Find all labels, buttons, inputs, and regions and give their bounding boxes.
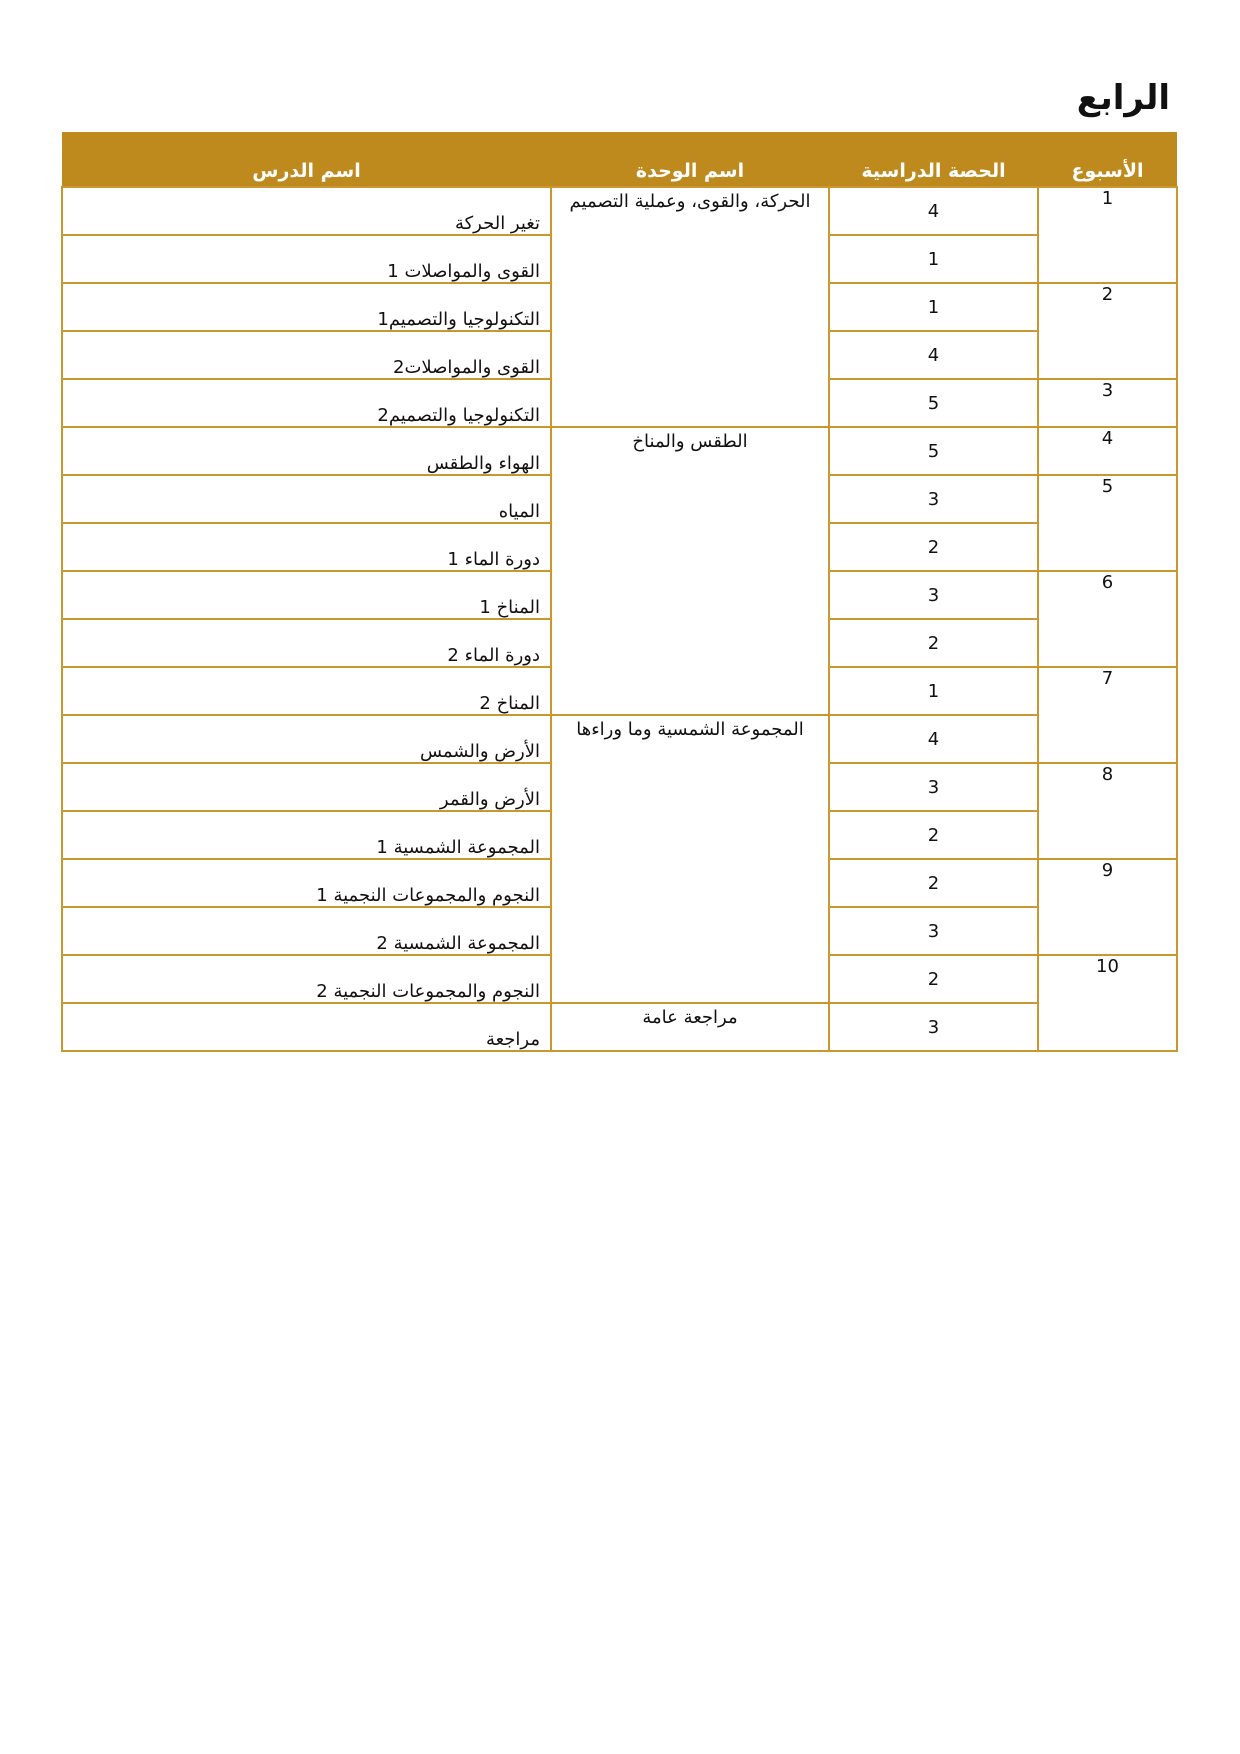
sessions-cell: 5	[829, 427, 1038, 475]
week-cell: 3	[1038, 379, 1177, 427]
week-cell: 7	[1038, 667, 1177, 763]
sessions-cell: 2	[829, 811, 1038, 859]
lesson-cell: تغير الحركة	[62, 187, 551, 235]
lesson-cell: النجوم والمجموعات النجمية 1	[62, 859, 551, 907]
lesson-cell: الهواء والطقس	[62, 427, 551, 475]
sessions-cell: 4	[829, 715, 1038, 763]
header-sessions: الحصة الدراسية	[829, 132, 1038, 187]
week-cell: 8	[1038, 763, 1177, 859]
sessions-cell: 1	[829, 667, 1038, 715]
sessions-cell: 2	[829, 619, 1038, 667]
sessions-cell: 2	[829, 955, 1038, 1003]
table-row	[62, 715, 1177, 763]
lesson-cell: القوى والمواصلات2	[62, 331, 551, 379]
header-lesson: اسم الدرس	[62, 132, 551, 187]
sessions-cell: 3	[829, 763, 1038, 811]
sessions-cell: 1	[829, 235, 1038, 283]
sessions-cell: 4	[829, 187, 1038, 235]
page-title: الرابع	[1076, 78, 1170, 118]
week-cell: 10	[1038, 955, 1177, 1051]
lesson-cell: المناخ 1	[62, 571, 551, 619]
table-header-row	[62, 132, 1177, 187]
week-cell: 9	[1038, 859, 1177, 955]
sessions-cell: 5	[829, 379, 1038, 427]
unit-cell: مراجعة عامة	[551, 1003, 829, 1051]
lesson-cell: التكنولوجيا والتصميم2	[62, 379, 551, 427]
sessions-cell: 1	[829, 283, 1038, 331]
lesson-cell: التكنولوجيا والتصميم1	[62, 283, 551, 331]
week-cell: 6	[1038, 571, 1177, 667]
sessions-cell: 2	[829, 859, 1038, 907]
week-cell: 2	[1038, 283, 1177, 379]
lesson-cell: المناخ 2	[62, 667, 551, 715]
unit-cell: الطقس والمناخ	[551, 427, 829, 715]
week-cell: 4	[1038, 427, 1177, 475]
week-cell: 1	[1038, 187, 1177, 283]
unit-cell: الحركة، والقوى، وعملية التصميم	[551, 187, 829, 427]
lesson-cell: المجموعة الشمسية 2	[62, 907, 551, 955]
sessions-cell: 3	[829, 475, 1038, 523]
lesson-cell: دورة الماء 1	[62, 523, 551, 571]
sessions-cell: 3	[829, 1003, 1038, 1051]
sessions-cell: 3	[829, 907, 1038, 955]
header-unit: اسم الوحدة	[551, 132, 829, 187]
sessions-cell: 3	[829, 571, 1038, 619]
lesson-cell: القوى والمواصلات 1	[62, 235, 551, 283]
lesson-cell: دورة الماء 2	[62, 619, 551, 667]
table-row	[62, 1003, 1177, 1051]
curriculum-table	[61, 132, 1178, 1052]
week-cell: 5	[1038, 475, 1177, 571]
table-row	[62, 427, 1177, 475]
lesson-cell: الأرض والقمر	[62, 763, 551, 811]
unit-cell: المجموعة الشمسية وما وراءها	[551, 715, 829, 1003]
header-week: الأسبوع	[1038, 132, 1177, 187]
lesson-cell: الأرض والشمس	[62, 715, 551, 763]
lesson-cell: النجوم والمجموعات النجمية 2	[62, 955, 551, 1003]
lesson-cell: مراجعة	[62, 1003, 551, 1051]
table-row	[62, 187, 1177, 235]
lesson-cell: المجموعة الشمسية 1	[62, 811, 551, 859]
sessions-cell: 4	[829, 331, 1038, 379]
sessions-cell: 2	[829, 523, 1038, 571]
lesson-cell: المياه	[62, 475, 551, 523]
